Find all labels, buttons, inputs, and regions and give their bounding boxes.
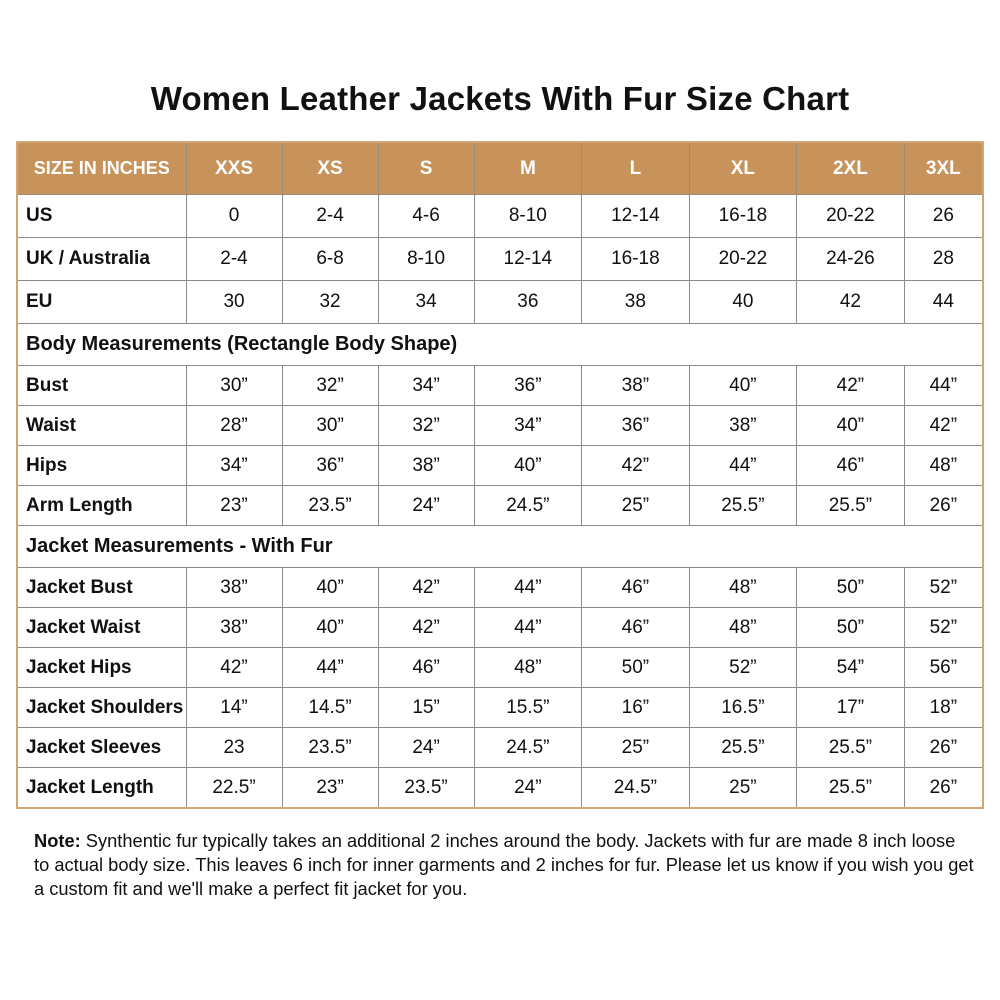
section-row [17, 526, 983, 568]
table-cell: 44 [904, 281, 983, 324]
table-cell: 24” [378, 728, 474, 768]
section-heading: Jacket Measurements - With Fur [17, 526, 983, 568]
table-cell: 32” [378, 406, 474, 446]
table-cell: 16.5” [689, 688, 797, 728]
table-cell: 23” [186, 486, 282, 526]
row-label: Jacket Waist [17, 608, 186, 648]
table-cell: 25.5” [797, 486, 905, 526]
table-row [17, 406, 983, 446]
table-cell: 50” [797, 568, 905, 608]
table-cell: 52” [904, 568, 983, 608]
table-cell: 23.5” [282, 728, 378, 768]
size-header-cell: M [474, 142, 582, 195]
row-label: UK / Australia [17, 238, 186, 281]
table-row [17, 446, 983, 486]
table-cell: 50” [797, 608, 905, 648]
table-cell: 34” [474, 406, 582, 446]
table-cell: 30” [282, 406, 378, 446]
table-cell: 25.5” [797, 728, 905, 768]
row-label: Jacket Bust [17, 568, 186, 608]
table-row [17, 281, 983, 324]
table-cell: 52” [689, 648, 797, 688]
table-cell: 23.5” [378, 768, 474, 809]
table-row [17, 486, 983, 526]
table-row [17, 195, 983, 238]
table-cell: 40” [282, 568, 378, 608]
table-cell: 2-4 [282, 195, 378, 238]
table-cell: 24.5” [474, 728, 582, 768]
table-cell: 15.5” [474, 688, 582, 728]
table-cell: 30 [186, 281, 282, 324]
size-header-cell: XXS [186, 142, 282, 195]
section-heading: Body Measurements (Rectangle Body Shape) [17, 324, 983, 366]
table-cell: 46” [582, 608, 690, 648]
table-cell: 42” [797, 366, 905, 406]
size-in-inches-header: SIZE IN INCHES [17, 142, 186, 195]
row-label: Waist [17, 406, 186, 446]
table-cell: 8-10 [474, 195, 582, 238]
table-cell: 25.5” [797, 768, 905, 809]
table-cell: 30” [186, 366, 282, 406]
table-row [17, 648, 983, 688]
size-header-cell: XS [282, 142, 378, 195]
table-cell: 42” [378, 608, 474, 648]
table-cell: 25” [582, 486, 690, 526]
table-cell: 28” [186, 406, 282, 446]
table-cell: 46” [582, 568, 690, 608]
table-cell: 34” [186, 446, 282, 486]
row-label: US [17, 195, 186, 238]
header-row [17, 142, 983, 195]
table-cell: 48” [689, 608, 797, 648]
table-cell: 38 [582, 281, 690, 324]
table-cell: 26” [904, 728, 983, 768]
row-label: Arm Length [17, 486, 186, 526]
row-label: Jacket Hips [17, 648, 186, 688]
table-cell: 17” [797, 688, 905, 728]
table-cell: 12-14 [582, 195, 690, 238]
table-cell: 16-18 [582, 238, 690, 281]
table-cell: 44” [474, 608, 582, 648]
table-cell: 8-10 [378, 238, 474, 281]
table-row [17, 728, 983, 768]
table-cell: 0 [186, 195, 282, 238]
note [34, 829, 974, 901]
note-label: Note: [34, 830, 81, 851]
table-cell: 24-26 [797, 238, 905, 281]
table-cell: 26 [904, 195, 983, 238]
table-cell: 24” [378, 486, 474, 526]
table-cell: 42” [378, 568, 474, 608]
row-label: Bust [17, 366, 186, 406]
table-cell: 48” [689, 568, 797, 608]
row-label: EU [17, 281, 186, 324]
note-text: Synthentic fur typically takes an additional 2 inches around the body. Jackets with fur are made 8 inch loose to actual body size. This leaves 6 inch for inner garments and 2 inches for fur. Please let us know if you wish you get a custom fit and we'll make a perfect fit jacket for you. [34, 830, 974, 899]
table-cell: 24.5” [582, 768, 690, 809]
table-cell: 25.5” [689, 728, 797, 768]
table-cell: 32 [282, 281, 378, 324]
table-cell: 34” [378, 366, 474, 406]
table-cell: 46” [378, 648, 474, 688]
table-cell: 14.5” [282, 688, 378, 728]
table-cell: 38” [186, 568, 282, 608]
table-cell: 38” [689, 406, 797, 446]
table-cell: 18” [904, 688, 983, 728]
table-cell: 44” [904, 366, 983, 406]
table-cell: 42” [582, 446, 690, 486]
table-cell: 50” [582, 648, 690, 688]
table-row [17, 608, 983, 648]
table-cell: 34 [378, 281, 474, 324]
table-cell: 24.5” [474, 486, 582, 526]
table-cell: 25” [582, 728, 690, 768]
table-cell: 38” [186, 608, 282, 648]
table-row [17, 688, 983, 728]
size-header-cell: 3XL [904, 142, 983, 195]
table-cell: 6-8 [282, 238, 378, 281]
size-header-cell: L [582, 142, 690, 195]
table-cell: 20-22 [689, 238, 797, 281]
table-cell: 42” [904, 406, 983, 446]
table-cell: 23.5” [282, 486, 378, 526]
size-header-cell: XL [689, 142, 797, 195]
table-cell: 40 [689, 281, 797, 324]
table-cell: 24” [474, 768, 582, 809]
table-cell: 20-22 [797, 195, 905, 238]
table-cell: 44” [474, 568, 582, 608]
table-cell: 42” [186, 648, 282, 688]
table-cell: 23 [186, 728, 282, 768]
table-cell: 52” [904, 608, 983, 648]
table-cell: 40” [689, 366, 797, 406]
page-title: Women Leather Jackets With Fur Size Chart [150, 80, 850, 117]
table-cell: 22.5” [186, 768, 282, 809]
table-cell: 36 [474, 281, 582, 324]
table-cell: 36” [582, 406, 690, 446]
table-cell: 12-14 [474, 238, 582, 281]
table-cell: 54” [797, 648, 905, 688]
table-cell: 16” [582, 688, 690, 728]
table-cell: 16-18 [689, 195, 797, 238]
table-cell: 42 [797, 281, 905, 324]
table-cell: 38” [378, 446, 474, 486]
table-row [17, 568, 983, 608]
table-cell: 36” [282, 446, 378, 486]
table-cell: 26” [904, 768, 983, 809]
table-row [17, 768, 983, 809]
table-cell: 14” [186, 688, 282, 728]
table-cell: 36” [474, 366, 582, 406]
table-cell: 40” [282, 608, 378, 648]
table-cell: 28 [904, 238, 983, 281]
table-cell: 32” [282, 366, 378, 406]
size-chart-table [16, 141, 984, 809]
row-label: Hips [17, 446, 186, 486]
table-cell: 23” [282, 768, 378, 809]
size-header-cell: S [378, 142, 474, 195]
table-cell: 40” [797, 406, 905, 446]
table-cell: 2-4 [186, 238, 282, 281]
table-cell: 15” [378, 688, 474, 728]
table-cell: 48” [904, 446, 983, 486]
table-cell: 26” [904, 486, 983, 526]
table-cell: 48” [474, 648, 582, 688]
section-row [17, 324, 983, 366]
table-cell: 25.5” [689, 486, 797, 526]
table-cell: 46” [797, 446, 905, 486]
row-label: Jacket Sleeves [17, 728, 186, 768]
table-cell: 56” [904, 648, 983, 688]
table-cell: 25” [689, 768, 797, 809]
table-cell: 44” [282, 648, 378, 688]
row-label: Jacket Shoulders [17, 688, 186, 728]
row-label: Jacket Length [17, 768, 186, 809]
table-row [17, 366, 983, 406]
table-row [17, 238, 983, 281]
size-header-cell: 2XL [797, 142, 905, 195]
table-cell: 4-6 [378, 195, 474, 238]
table-cell: 44” [689, 446, 797, 486]
table-cell: 38” [582, 366, 690, 406]
table-cell: 40” [474, 446, 582, 486]
